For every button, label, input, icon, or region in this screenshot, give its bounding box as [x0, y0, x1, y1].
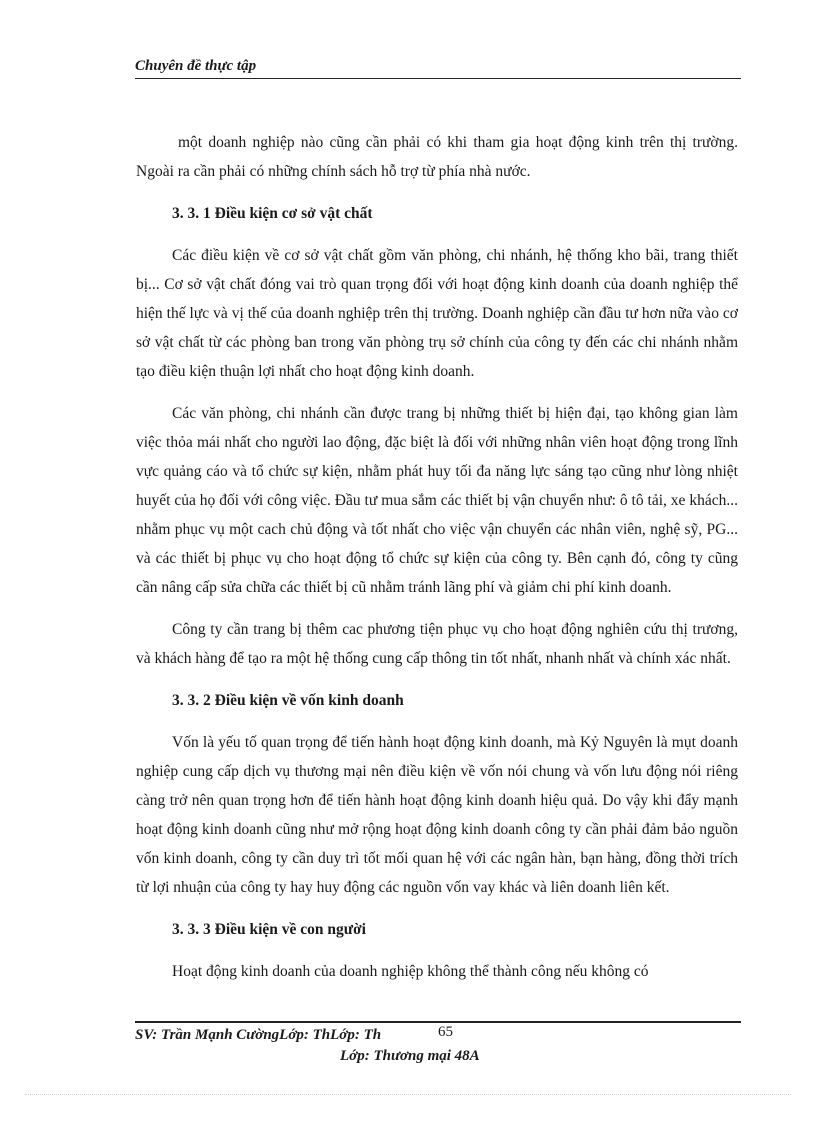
paragraph: Hoạt động kinh doanh của doanh nghiệp không thể thành công nếu không có: [172, 963, 649, 980]
section-heading-3-3-1: 3. 3. 1 Điều kiện cơ sở vật chất: [172, 205, 373, 222]
footer-class-line: Lớp: Thương mại 48A: [340, 1048, 480, 1064]
footer-divider: [135, 1021, 741, 1023]
header-divider: [135, 78, 741, 79]
page-bottom-edge: [25, 1094, 791, 1095]
paragraph: Các điều kiện về cơ sở vật chất gồm văn phòng, chi nhánh, hệ thống kho bãi, trang thiết bị... Cơ sở vật chất đóng vai trò quan trọng đối với hoạt động kinh doanh của doanh nghiệp thể hiện thế lực và vị thế của doanh nghiệp trên thị trường. Doanh nghiệp cần đầu tư hơn nữa vào cơ sở vật chất từ các phòng ban trong văn phòng trụ sở chính của công ty đến các chi nhánh nhằm tạo điều kiện thuận lợi nhất cho hoạt động kinh doanh.: [136, 247, 738, 380]
section-heading-3-3-3: 3. 3. 3 Điều kiện về con người: [172, 921, 366, 938]
intro-paragraph: một doanh nghiệp nào cũng cần phải có khi tham gia hoạt động kinh trên thị trường. Ngoài ra cần phải có những chính sách hỗ trợ từ phía nhà nước.: [136, 134, 738, 180]
footer-student-line: SV: Trần Mạnh CườngLớp: ThLớp: Th: [135, 1027, 382, 1043]
paragraph: Công ty cần trang bị thêm cac phương tiện phục vụ cho hoạt động nghiên cứu thị trương, và khách hàng để tạo ra một hệ thống cung cấp thông tin tốt nhất, nhanh nhất và chính xác nhất.: [136, 621, 738, 667]
page-number: 65: [438, 1024, 453, 1040]
running-header-title: Chuyên đề thực tập: [135, 58, 257, 74]
page-body: [136, 128, 738, 999]
paragraph: Vốn là yếu tố quan trọng để tiến hành hoạt động kinh doanh, mà Kỷ Nguyên là mụt doanh nghiệp cung cấp dịch vụ thương mại nên điều kiện về vốn nói chung và vốn lưu động nói riêng càng trở nên quan trọng hơn để tiến hành hoạt động kinh doanh hiệu quả. Do vậy khi đẩy mạnh hoạt động kinh doanh cũng như mở rộng hoạt động kinh doanh công ty cần phải đảm bảo nguồn vốn kinh doanh, công ty cần duy trì tốt mối quan hệ với các ngân hàn, bạn hàng, đồng thời trích từ lợi nhuận của công ty hay huy động các nguồn vốn vay khác và liên doanh liên kết.: [136, 734, 738, 896]
section-heading-3-3-2: 3. 3. 2 Điều kiện về vốn kinh doanh: [172, 692, 404, 709]
paragraph: Các văn phòng, chi nhánh cần được trang bị những thiết bị hiện đại, tạo không gian làm việc thỏa mái nhất cho người lao động, đặc biệt là đối với những nhân viên hoạt động trong lĩnh vực quảng cáo và tổ chức sự kiện, nhằm phát huy tối đa năng lực sáng tạo cũng như lòng nhiệt huyết của họ đối với công việc. Đầu tư mua sắm các thiết bị vận chuyển như: ô tô tải, xe khách... nhằm phục vụ một cach chủ động và tốt nhất cho việc vận chuyển các nhân viên, nghệ sỹ, PG... và các thiết bị phục vụ cho hoạt động tổ chức sự kiện của công ty. Bên cạnh đó, công ty cũng cần nâng cấp sửa chữa các thiết bị cũ nhằm tránh lãng phí và giảm chi phí kinh doanh.: [136, 405, 738, 596]
